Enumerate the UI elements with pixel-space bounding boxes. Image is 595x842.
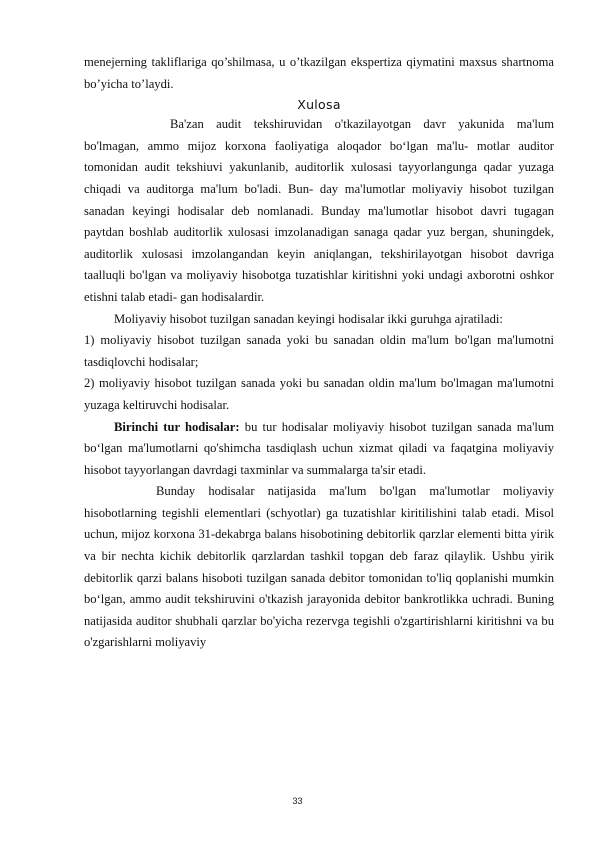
intro-paragraph: menejerning takliflariga qo’shilmasa, u o’tkazilgan ekspertiza qiymatini maxsus shartnoma bo’yicha to’laydi. — [84, 55, 554, 91]
list-item-2: 2) moliyaviy hisobot tuzilgan sanada yoki bu sanadan oldin ma'lum bo'lmagan ma'lumotni yuzaga keltiruvchi hodisalar. — [84, 376, 554, 412]
list-item-1: 1) moliyaviy hisobot tuzilgan sanada yoki bu sanadan oldin ma'lum bo'lgan ma'lumotni tasdiqlovchi hodisalar; — [84, 333, 554, 369]
paragraph-3 — [84, 417, 554, 482]
paragraph-4: Bunday hodisalar natijasida ma'lum bo'lgan ma'lumotlar moliyaviy hisobotlarning tegishli elementlari (schyotlar) ga tuzatishlar kiritilishini talab etadi. Misol uchun, mijoz korxona 31-dekabrga balans hisobotining debitorlik qarzlar elementi bitta yirik va bir nechta kichik debitorlik qarzlardan tashkil topgan deb faraz qilaylik. Ushbu yirik debitorlik qarzi balans hisoboti tuzilgan sanada debitor tomonidan to'liq qoplanishi mumkin bo‘lgan, ammo audit tekshiruvini o'tkazish jarayonida debitor bankrotlikka uchradi. Buning natijasida auditor shubhali qarzlar bo'yicha rezervga tegishli o'zgartirishlarni kiritishni va bu o'zgarishlarni moliyaviy — [84, 484, 554, 650]
paragraph-3-lead: Birinchi tur hodisalar: — [114, 419, 240, 434]
paragraph-1: Ba'zan audit tekshiruvidan o'tkazilayotgan davr yakunida ma'lum bo'lmagan, ammo mijoz korxona faoliyatiga aloqador bo‘lgan ma'lu- motlar auditor tomonidan audit tekshiuvi yakunlanib, auditorlik xulosasi tayyorlangunga qadar yuzaga chiqadi va auditorga ma'lum bo'ladi. Bun- day ma'lumotlar moliyaviy hisobot tuzilgan sanadan keyingi hodisalar deb nomlanadi. Bunday ma'lumotlar hisobot davri tugagan paytdan boshlab auditorlik xulosasi imzolanadigan sanaga qadar yuz bergan, shuningdek, auditorlik xulosasi imzolangandan keyin aniqlangan, tekshirilayotgan hisobot davriga taalluqli bo'lgan va moliyaviy hisobotga tuzatishlar kiritishni yoki undagi axborotni oshkor etishni talab etadi- gan hodisalardir. — [84, 117, 554, 304]
section-heading: Xulosa — [297, 97, 341, 113]
document-page — [84, 52, 554, 654]
paragraph-3-body: bu tur hodisalar moliyaviy hisobot tuzilgan sanada ma'lum bo‘lgan ma'lumotlarni qo'shimcha tasdiqlash uchun xizmat qiladi va faqatgina moliyaviy hisobot tayyorlangan davrdagi taxminlar va summalarga ta'sir etadi. — [84, 419, 554, 477]
paragraph-2: Moliyaviy hisobot tuzilgan sanadan keyingi hodisalar ikki guruhga ajratiladi: — [114, 311, 503, 326]
page-number: 33 — [292, 796, 303, 806]
